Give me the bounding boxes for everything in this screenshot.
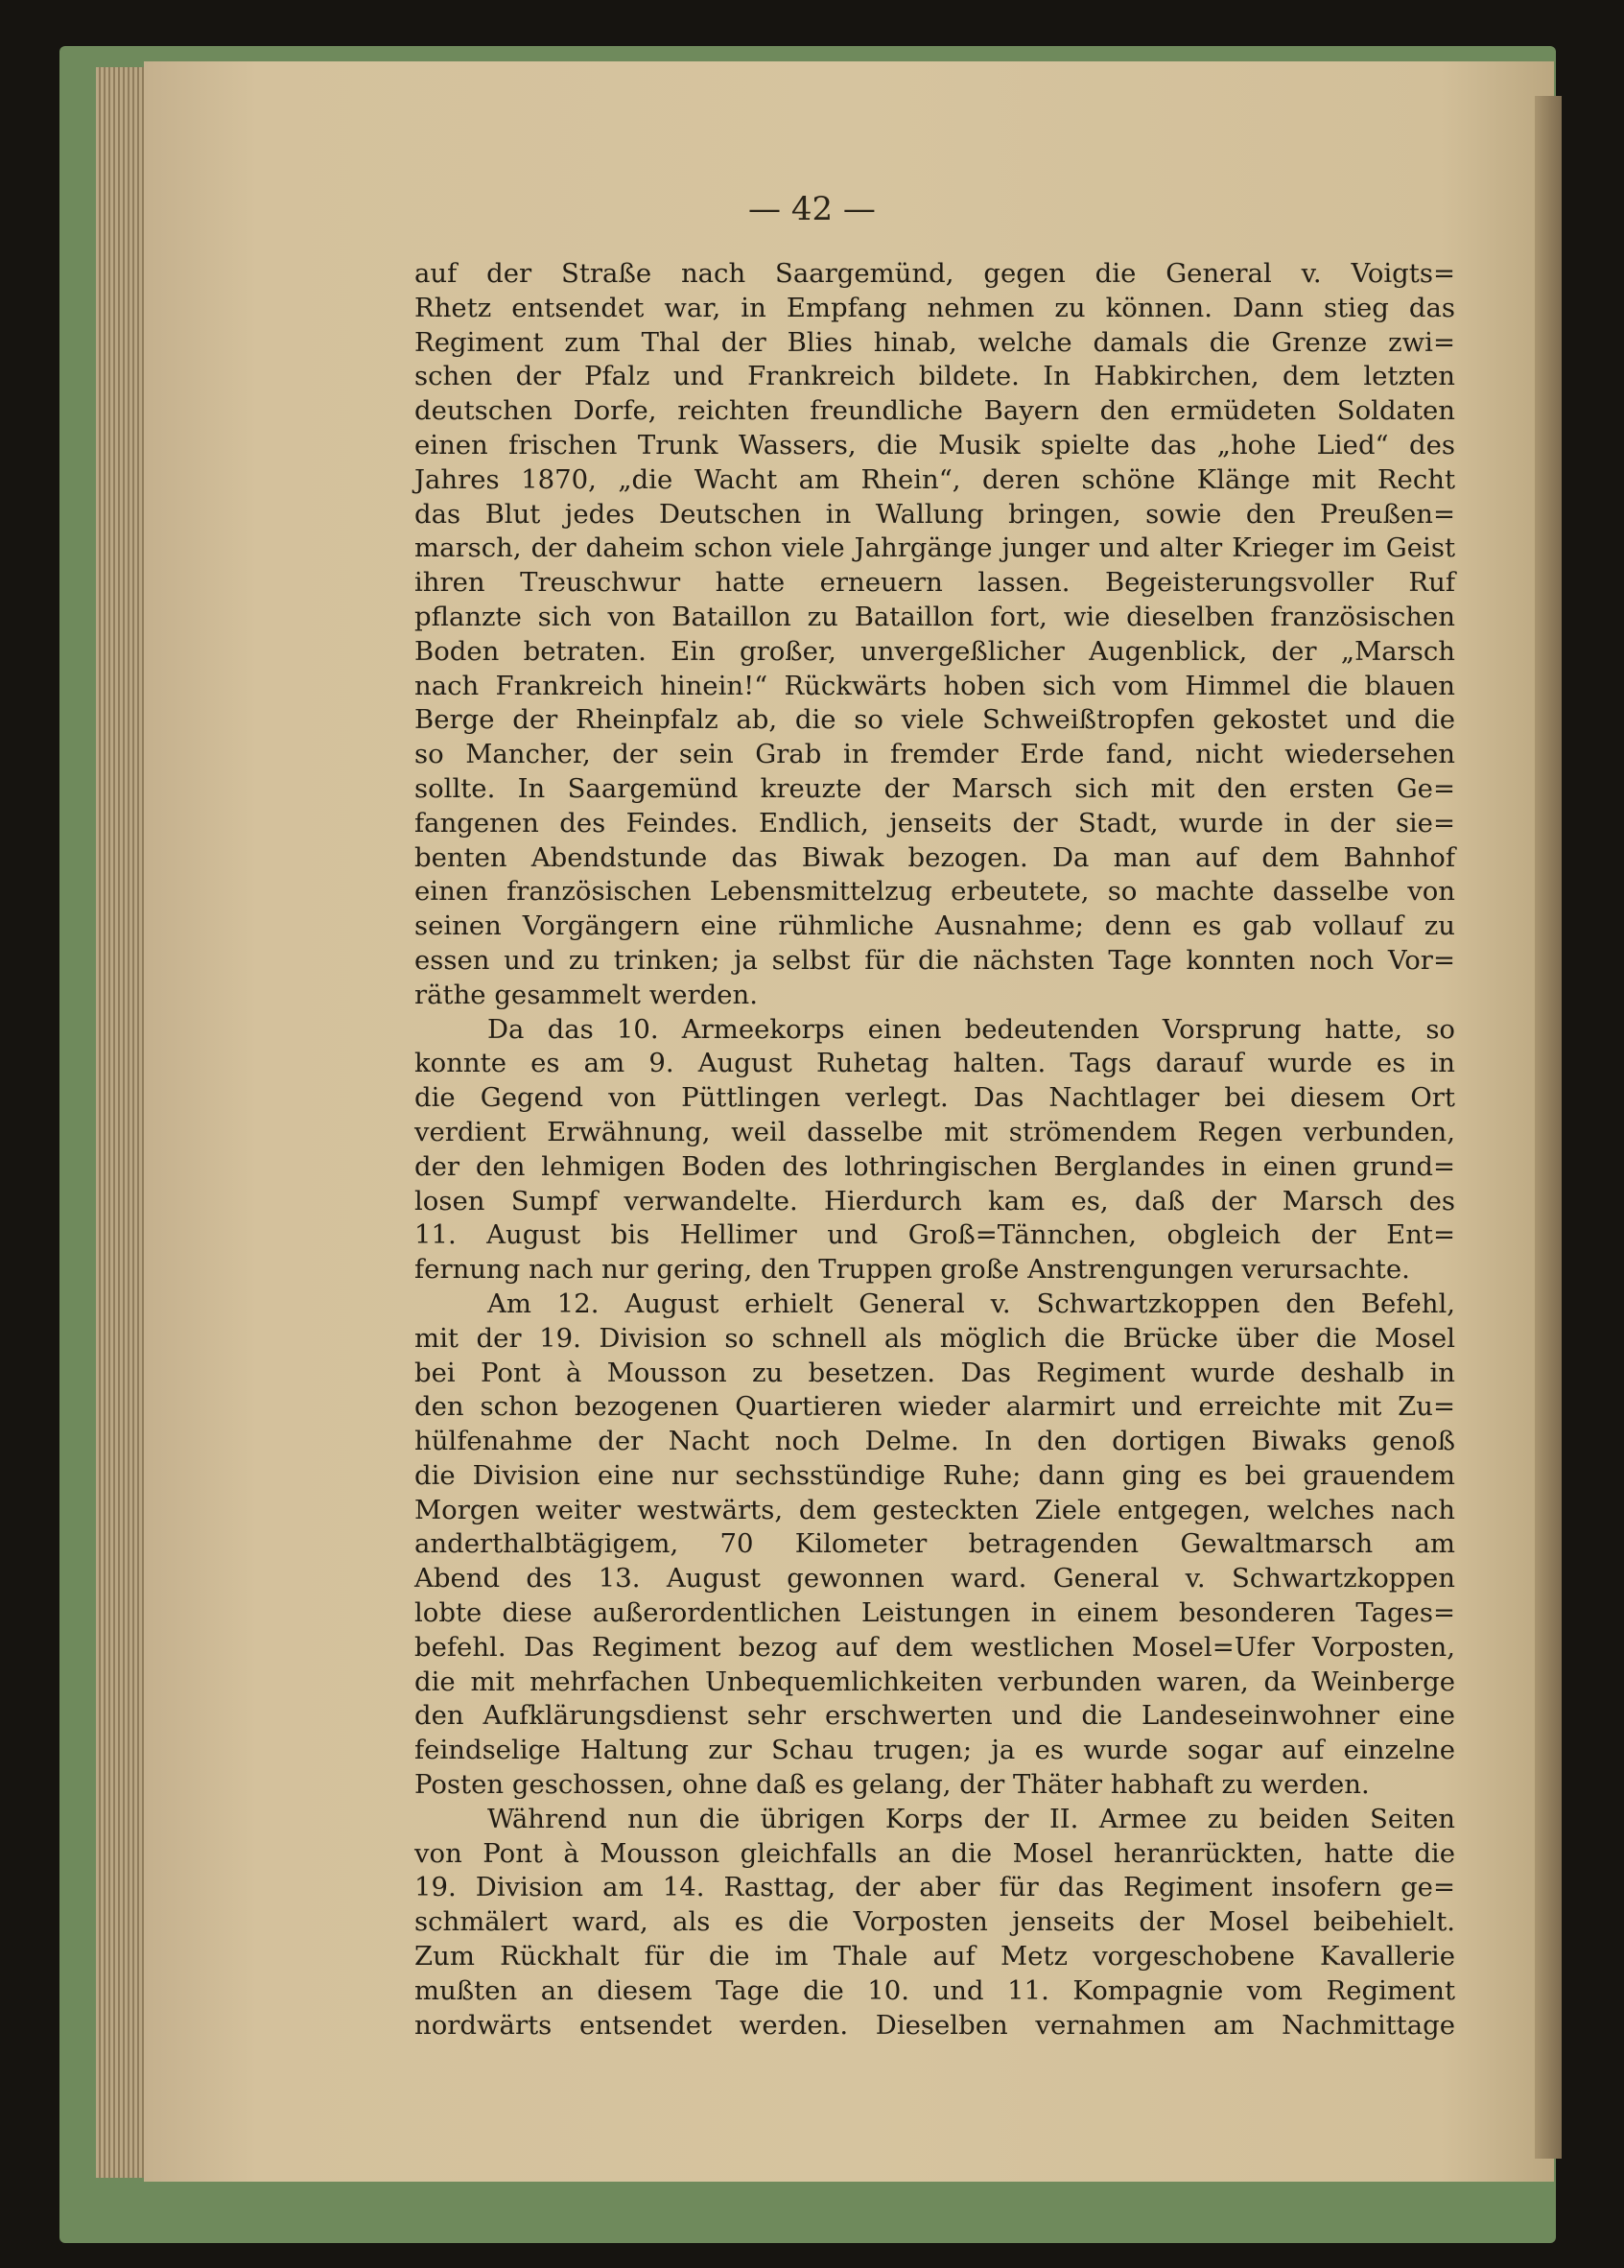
page-number: — 42 — xyxy=(748,190,876,228)
text-line: Abend des 13. August gewonnen ward. General v. Schwartzkoppen xyxy=(414,1563,1455,1595)
text-line: Morgen weiter westwärts, dem gesteckten Ziele entgegen, welches nach xyxy=(414,1494,1455,1525)
text-line: einen französischen Lebensmittelzug erbeutete, so machte dasselbe von xyxy=(414,876,1455,908)
text-line: deutschen Dorfe, reichten freundliche Bayern den ermüdeten Soldaten xyxy=(414,395,1455,427)
text-line: der den lehmigen Boden des lothringischen Berglandes in einen grund= xyxy=(414,1150,1455,1182)
text-line: seinen Vorgängern eine rühmliche Ausnahme; denn es gab vollauf zu xyxy=(414,910,1455,942)
text-line: konnte es am 9. August Ruhetag halten. Tags darauf wurde es in xyxy=(414,1048,1455,1079)
text-line: so Mancher, der sein Grab in fremder Erde fand, nicht wiedersehen xyxy=(414,739,1455,770)
text-line: den Aufklärungsdienst sehr erschwerten und die Landeseinwohner eine xyxy=(414,1700,1455,1732)
text-line: anderthalbtägigem, 70 Kilometer betragenden Gewaltmarsch am xyxy=(414,1528,1455,1560)
text-line: 11. August bis Hellimer und Groß=Tännchen, obgleich der Ent= xyxy=(414,1219,1455,1251)
text-line: pflanzte sich von Bataillon zu Bataillon fort, wie dieselben französischen xyxy=(414,601,1455,632)
text-line: essen und zu trinken; ja selbst für die nächsten Tage konnten noch Vor= xyxy=(414,944,1455,976)
text-line: mußten an diesem Tage die 10. und 11. Kompagnie vom Regiment xyxy=(414,1974,1455,2006)
text-line: nach Frankreich hinein!“ Rückwärts hoben sich vom Himmel die blauen xyxy=(414,670,1455,701)
text-line: mit der 19. Division so schnell als möglich die Brücke über die Mosel xyxy=(414,1322,1455,1354)
text-line: einen frischen Trunk Wassers, die Musik spielte das „hohe Lied“ des xyxy=(414,429,1455,461)
text-line: fangenen des Feindes. Endlich, jenseits der Stadt, wurde in der sie= xyxy=(414,807,1455,839)
text-line: die Division eine nur sechsstündige Ruhe; dann ging es bei grauendem xyxy=(414,1459,1455,1491)
text-line: Posten geschossen, ohne daß es gelang, der Thäter habhaft zu werden. xyxy=(414,1769,1370,1801)
text-line: losen Sumpf verwandelte. Hierdurch kam es, daß der Marsch des xyxy=(414,1185,1455,1217)
text-line: feindselige Haltung zur Schau trugen; ja es wurde sogar auf einzelne xyxy=(414,1735,1455,1766)
text-line: hülfenahme der Nacht noch Delme. In den dortigen Biwaks genoß xyxy=(414,1426,1455,1457)
text-line: von Pont à Mousson gleichfalls an die Mosel heranrückten, hatte die xyxy=(414,1837,1455,1869)
text-line: Boden betraten. Ein großer, unvergeßlicher Augenblick, der „Marsch xyxy=(414,635,1455,667)
text-line: räthe gesammelt werden. xyxy=(414,979,759,1010)
text-line: die mit mehrfachen Unbequemlichkeiten verbunden waren, da Weinberge xyxy=(414,1666,1455,1697)
text-line: sollte. In Saargemünd kreuzte der Marsch sich mit den ersten Ge= xyxy=(414,772,1455,804)
text-line: schen der Pfalz und Frankreich bildete. In Habkirchen, dem letzten xyxy=(414,361,1455,392)
text-line: Zum Rückhalt für die im Thale auf Metz vorgeschobene Kavallerie xyxy=(414,1941,1455,1973)
text-line: lobte diese außerordentlichen Leistungen in einem besonderen Tages= xyxy=(414,1597,1455,1629)
text-line: Am 12. August erhielt General v. Schwartzkoppen den Befehl, xyxy=(487,1288,1455,1319)
text-line: Jahres 1870, „die Wacht am Rhein“, deren schöne Klänge mit Recht xyxy=(414,463,1455,495)
text-line: befehl. Das Regiment bezog auf dem westlichen Mosel=Ufer Vorposten, xyxy=(414,1631,1455,1663)
text-line: Regiment zum Thal der Blies hinab, welche damals die Grenze zwi= xyxy=(414,326,1455,358)
body-text xyxy=(414,257,1455,2043)
text-line: den schon bezogenen Quartieren wieder alarmirt und erreichte mit Zu= xyxy=(414,1391,1455,1423)
text-line: schmälert ward, als es die Vorposten jenseits der Mosel beibehielt. xyxy=(414,1906,1455,1938)
page-gutter xyxy=(1535,96,1562,2159)
text-line: das Blut jedes Deutschen in Wallung bringen, sowie den Preußen= xyxy=(414,498,1455,530)
text-line: Rhetz entsendet war, in Empfang nehmen zu können. Dann stieg das xyxy=(414,292,1455,323)
text-line: auf der Straße nach Saargemünd, gegen die General v. Voigts= xyxy=(414,258,1455,289)
text-line: marsch, der daheim schon viele Jahrgänge junger und alter Krieger im Geist xyxy=(414,532,1455,564)
text-line: ihren Treuschwur hatte erneuern lassen. Begeisterungsvoller Ruf xyxy=(414,567,1455,599)
text-line: bei Pont à Mousson zu besetzen. Das Regiment wurde deshalb in xyxy=(414,1357,1455,1388)
text-line: Da das 10. Armeekorps einen bedeutenden Vorsprung hatte, so xyxy=(487,1013,1455,1045)
text-line: Berge der Rheinpfalz ab, die so viele Schweißtropfen gekostet und die xyxy=(414,704,1455,736)
text-line: benten Abendstunde das Biwak bezogen. Da man auf dem Bahnhof xyxy=(414,841,1455,873)
text-line: Während nun die übrigen Korps der II. Armee zu beiden Seiten xyxy=(487,1803,1455,1834)
text-line: verdient Erwähnung, weil dasselbe mit strömendem Regen verbunden, xyxy=(414,1116,1455,1147)
text-line: die Gegend von Püttlingen verlegt. Das Nachtlager bei diesem Ort xyxy=(414,1082,1455,1114)
text-line: fernung nach nur gering, den Truppen große Anstrengungen verursachte. xyxy=(414,1254,1410,1286)
text-line: nordwärts entsendet werden. Dieselben vernahmen am Nachmittage xyxy=(414,2009,1455,2041)
text-line: 19. Division am 14. Rasttag, der aber für das Regiment insofern ge= xyxy=(414,1872,1455,1903)
